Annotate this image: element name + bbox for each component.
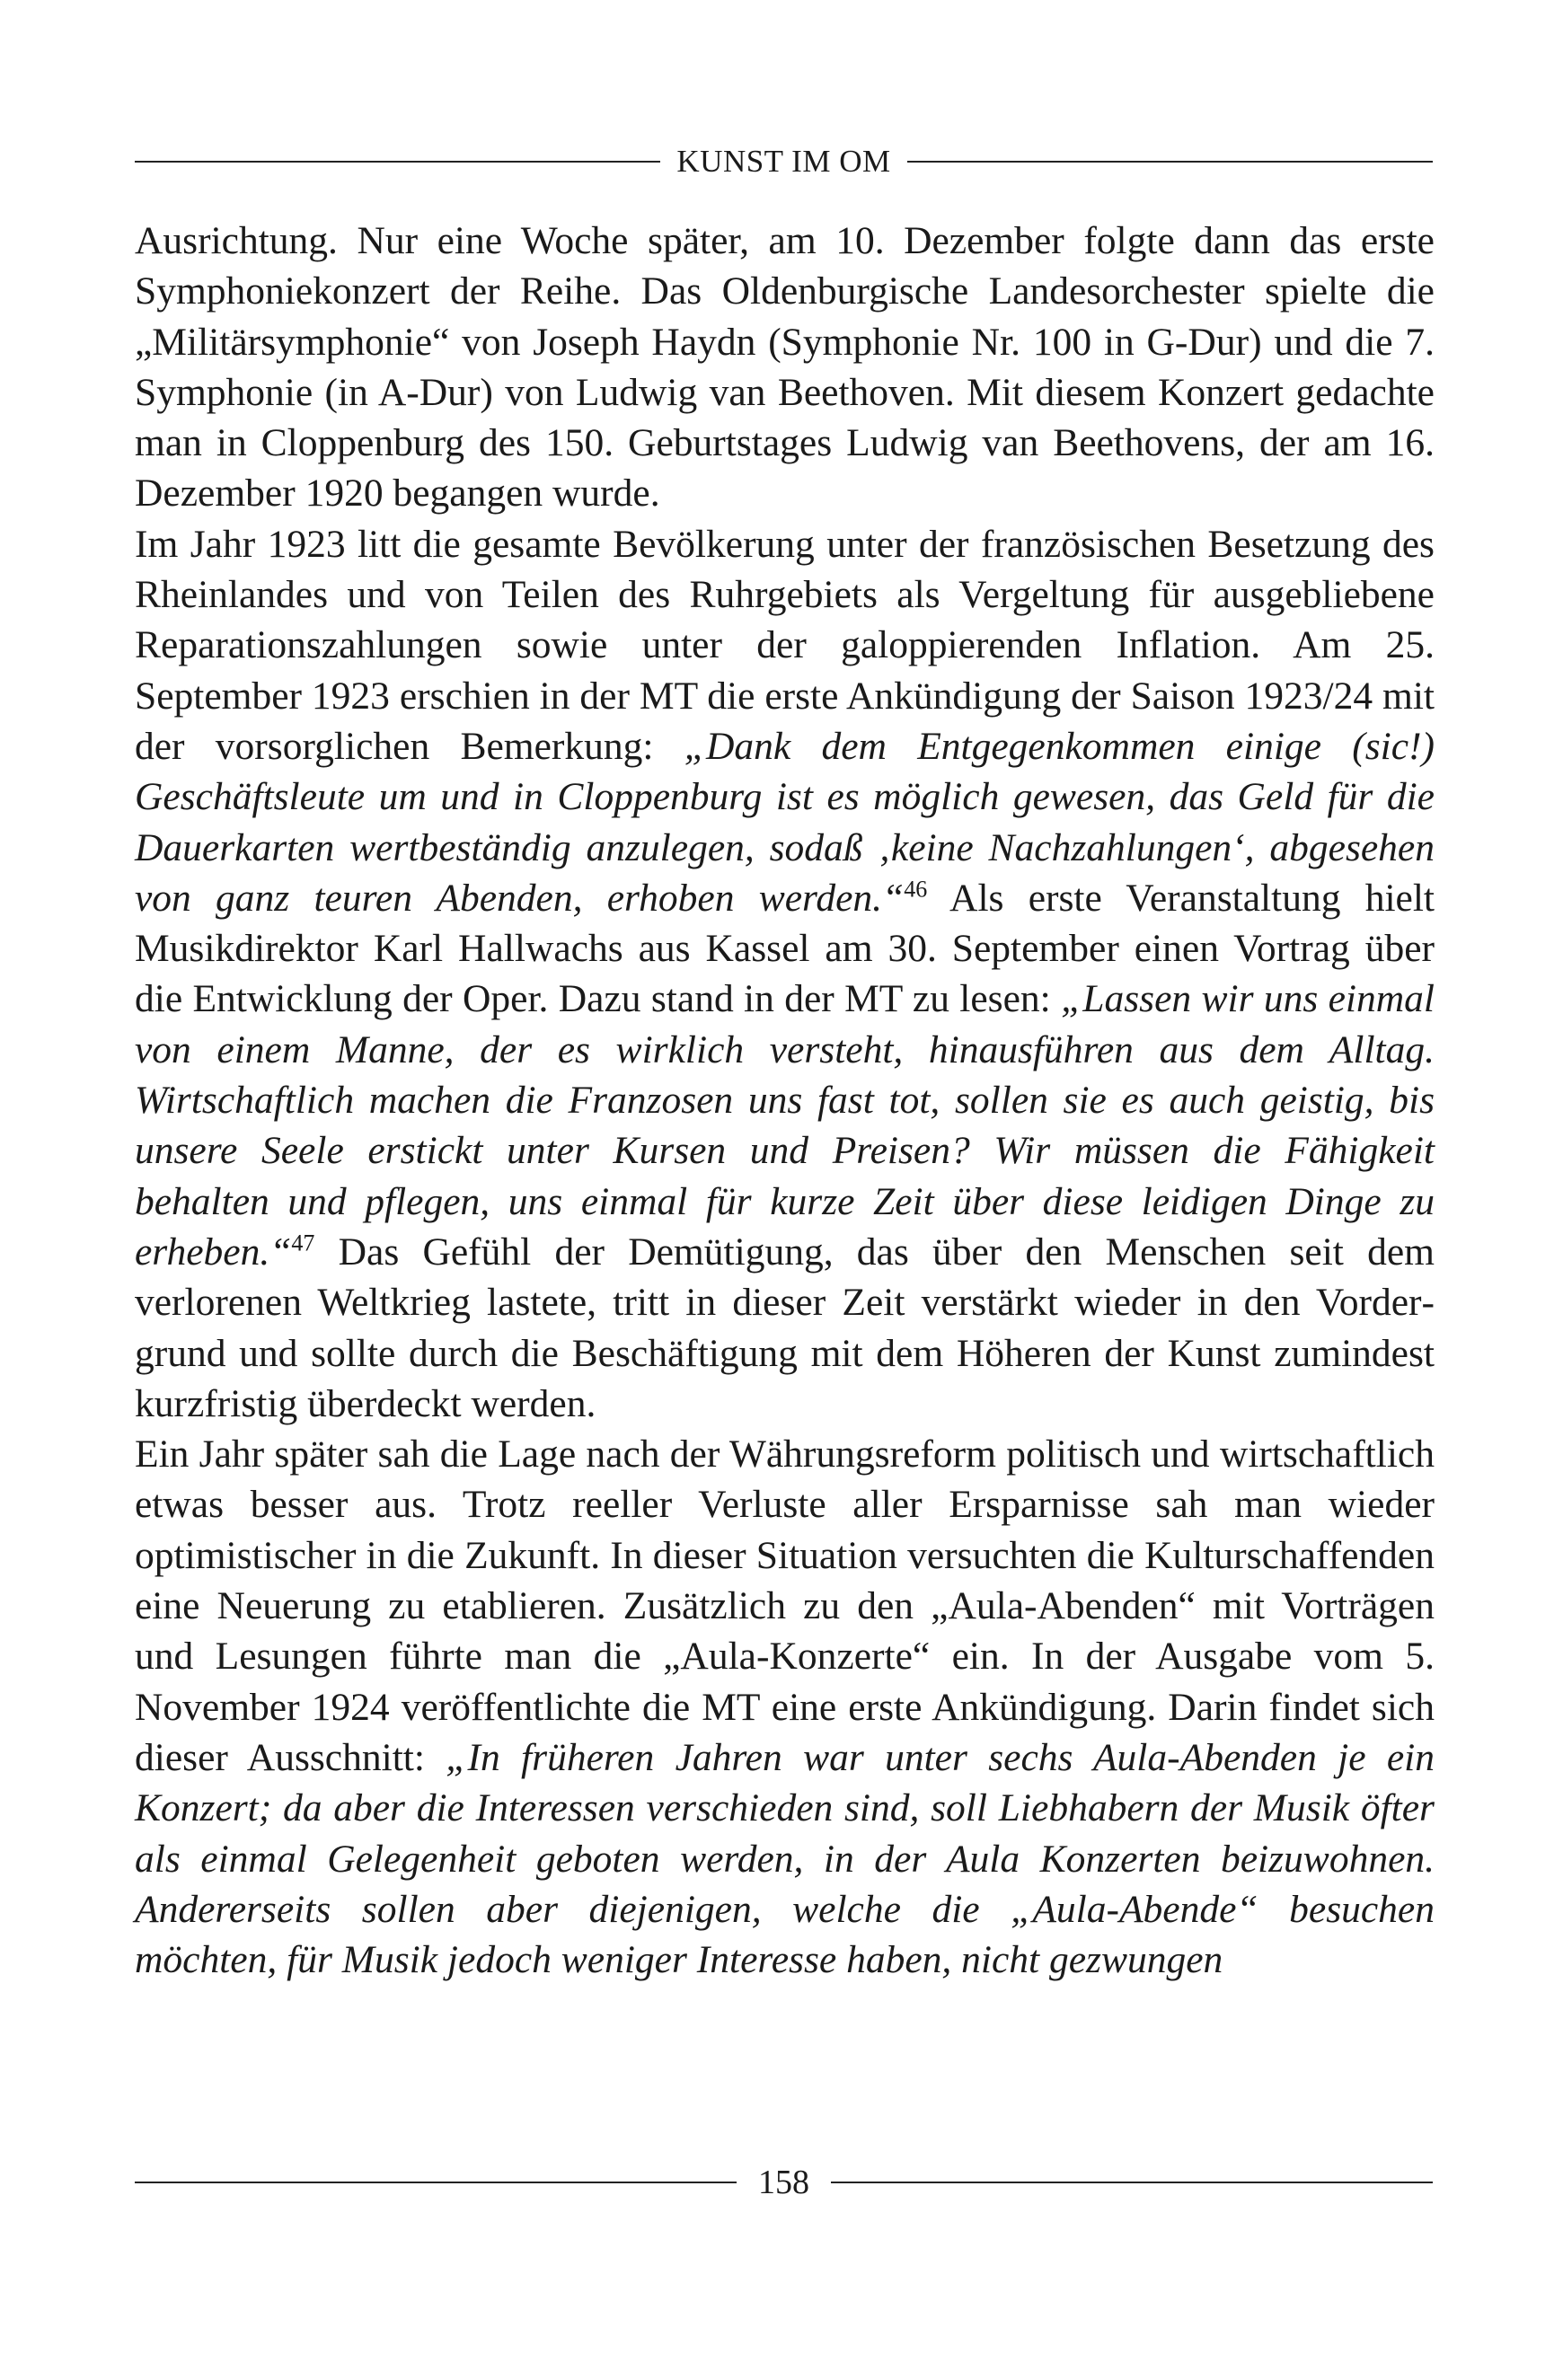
text-segment: Als erste Veranstaltung hielt Musikdirektor Karl Hallwachs aus Kassel am 30. September einen Vortrag über die Entwicklung der Oper. Dazu stand in der MT zu lesen:	[135, 876, 1435, 1021]
page-number: 158	[758, 2164, 809, 2201]
paragraph-1	[135, 216, 1435, 519]
header-rule-left	[135, 161, 660, 163]
header-rule-right	[907, 161, 1433, 163]
footer-rule-left	[135, 2182, 737, 2183]
body-text	[135, 216, 1435, 1985]
footer-rule-right	[831, 2182, 1433, 2183]
header-title: KUNST IM OM	[676, 144, 891, 179]
page-footer	[135, 2155, 1433, 2209]
running-header	[135, 135, 1433, 189]
text-segment: Ein Jahr später sah die Lage nach der Währungsreform politisch und wirtschaftlich etwas besser aus. Trotz reeller Verluste aller Ersparnisse sah man wieder optimistischer in die Zukunft. In dieser Situation versuchten die Kulturschaffenden eine Neuerung zu etablieren. Zusätzlich zu den „Aula-Abenden“ mit Vorträgen und Lesungen führte man die „Aula-Konzerte“ ein. In der Ausgabe vom 5. November 1924 veröffentlichte die MT eine erste Ankündigung. Darin findet sich dieser Ausschnitt:	[135, 1432, 1435, 1779]
quotation: „Lassen wir uns einmal von einem Manne, der es wirklich versteht, hinausführen aus dem Alltag. Wirtschaftlich machen die Franzosen uns fast tot, sollen sie es auch geistig, bis unsere Seele erstickt unter Kursen und Preisen? Wir müssen die Fähigkeit behalten und pflegen, uns einmal für kurze Zeit über diese leidigen Dinge zu erheben.“	[135, 977, 1435, 1274]
text-segment: Ausrichtung. Nur eine Woche später, am 10. Dezember folgte dann das erste Symphoniekonzert der Reihe. Das Oldenburgische Landesorchester spielte die „Militärsymphonie“ von Joseph Haydn (Symphonie Nr. 100 in G-Dur) und die 7. Symphonie (in A-Dur) von Ludwig van Beethoven. Mit diesem Konzert gedachte man in Cloppenburg des 150. Geburtstages Ludwig van Beethovens, der am 16. Dezember 1920 begangen wurde.	[135, 219, 1435, 516]
paragraph-3	[135, 1429, 1435, 1985]
quotation: „Dank dem Entgegenkommen einige (sic!) Geschäftsleute um und in Cloppenburg ist es möglich gewesen, das Geld für die Dauerkarten wertbeständig anzulegen, sodaß ‚keine Nachzahlungen‘, abgesehen von ganz teuren Abenden, erhoben werden.“	[135, 724, 1435, 920]
text-segment: Im Jahr 1923 litt die gesamte Bevölkerung unter der französischen Besetzung des Rheinlandes und von Teilen des Ruhrgebiets als Vergeltung für ausgebliebene Reparationszahlungen sowie unter der galoppierenden Inflation. Am 25. September 1923 erschien in der MT die erste Ankündigung der Saison 1923/24 mit der vorsorglichen Bemerkung:	[135, 522, 1435, 768]
quotation: „In früheren Jahren war unter sechs Aula-Abenden je ein Konzert; da aber die Interessen verschieden sind, soll Liebhabern der Musik öfter als einmal Gelegenheit geboten werden, in der Aula Konzerten beizuwohnen. Andererseits sollen aber diejenigen, welche die „Aula-Abende“ besuchen möchten, für Musik jedoch weniger Interesse haben, nicht gezwungen	[135, 1735, 1435, 1982]
text-segment: Das Gefühl der Demütigung, das über den Menschen seit dem verlorenen Weltkrieg lastete, tritt in dieser Zeit verstärkt wieder in den Vordergrund und sollte durch die Beschäftigung mit dem Höheren der Kunst zumindest kurzfristig überdeckt werden.	[135, 1230, 1435, 1425]
paragraph-2	[135, 519, 1435, 1429]
footnote-marker: 47	[291, 1230, 315, 1256]
footnote-marker: 46	[904, 876, 928, 903]
